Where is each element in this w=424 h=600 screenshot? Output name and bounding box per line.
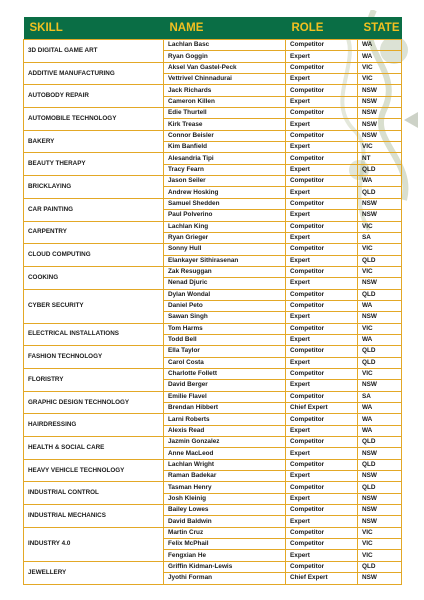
state-cell: WA (358, 40, 402, 51)
role-cell: Expert (286, 448, 358, 459)
state-cell: QLD (358, 346, 402, 357)
role-cell: Expert (286, 425, 358, 436)
table-row (24, 40, 402, 51)
table-row (24, 108, 402, 119)
table-row (24, 130, 402, 141)
role-cell: Competitor (286, 176, 358, 187)
name-cell: Kirk Trease (164, 119, 286, 130)
state-cell: QLD (358, 357, 402, 368)
name-cell: David Baldwin (164, 516, 286, 527)
table-row (24, 561, 402, 572)
state-cell: NSW (358, 573, 402, 584)
name-cell: Griffin Kidman-Lewis (164, 561, 286, 572)
name-cell: Raman Badekar (164, 471, 286, 482)
skill-cell: FLORISTRY (24, 368, 164, 391)
state-cell: NSW (358, 130, 402, 141)
role-cell: Competitor (286, 130, 358, 141)
state-cell: VIC (358, 368, 402, 379)
name-cell: Josh Kleinig (164, 493, 286, 504)
role-cell: Chief Expert (286, 573, 358, 584)
state-cell: NT (358, 153, 402, 164)
state-cell: WA (358, 403, 402, 414)
name-cell: Vettrivel Chinnadurai (164, 74, 286, 85)
name-cell: Paul Polverino (164, 210, 286, 221)
role-cell: Expert (286, 119, 358, 130)
role-cell: Competitor (286, 153, 358, 164)
state-cell: VIC (358, 550, 402, 561)
role-cell: Expert (286, 493, 358, 504)
name-cell: Kim Banfield (164, 142, 286, 153)
role-cell: Competitor (286, 459, 358, 470)
name-cell: Todd Bell (164, 334, 286, 345)
role-cell: Chief Expert (286, 403, 358, 414)
state-cell: VIC (358, 527, 402, 538)
state-cell: NSW (358, 85, 402, 96)
name-cell: Ryan Goggin (164, 51, 286, 62)
role-cell: Expert (286, 471, 358, 482)
role-cell: Competitor (286, 368, 358, 379)
state-cell: VIC (358, 74, 402, 85)
table-row (24, 85, 402, 96)
state-cell: VIC (358, 244, 402, 255)
role-cell: Expert (286, 142, 358, 153)
name-cell: Emilie Flavel (164, 391, 286, 402)
role-cell: Expert (286, 210, 358, 221)
skill-cell: JEWELLERY (24, 561, 164, 584)
table-row (24, 289, 402, 300)
name-cell: Larni Roberts (164, 414, 286, 425)
skill-cell: BEAUTY THERAPY (24, 153, 164, 176)
name-cell: Samuel Shedden (164, 198, 286, 209)
role-cell: Competitor (286, 62, 358, 73)
skill-cell: COOKING (24, 266, 164, 289)
table-row (24, 244, 402, 255)
table-row (24, 368, 402, 379)
state-cell: WA (358, 414, 402, 425)
role-cell: Competitor (286, 40, 358, 51)
role-cell: Expert (286, 74, 358, 85)
name-cell: Andrew Hosking (164, 187, 286, 198)
name-cell: Nenad Djuric (164, 278, 286, 289)
state-cell: NSW (358, 96, 402, 107)
name-cell: Sonny Hull (164, 244, 286, 255)
state-cell: NSW (358, 516, 402, 527)
name-cell: Jack Richards (164, 85, 286, 96)
skill-cell: ELECTRICAL INSTALLATIONS (24, 323, 164, 346)
table-row (24, 62, 402, 73)
table-row (24, 221, 402, 232)
name-cell: Dylan Wondal (164, 289, 286, 300)
table-row (24, 391, 402, 402)
header-role: ROLE (286, 17, 358, 40)
role-cell: Expert (286, 516, 358, 527)
state-cell: VIC (358, 142, 402, 153)
state-cell: QLD (358, 437, 402, 448)
skill-cell: AUTOMOBILE TECHNOLOGY (24, 108, 164, 131)
skill-cell: CAR PAINTING (24, 198, 164, 221)
name-cell: Sawan Singh (164, 312, 286, 323)
name-cell: David Berger (164, 380, 286, 391)
role-cell: Competitor (286, 561, 358, 572)
state-cell: WA (358, 176, 402, 187)
role-cell: Competitor (286, 221, 358, 232)
name-cell: Lachlan Basc (164, 40, 286, 51)
state-cell: NSW (358, 278, 402, 289)
name-cell: Elankayer Sithirasenan (164, 255, 286, 266)
name-cell: Alesandria Tipi (164, 153, 286, 164)
role-cell: Expert (286, 334, 358, 345)
name-cell: Lachlan King (164, 221, 286, 232)
role-cell: Competitor (286, 539, 358, 550)
state-cell: VIC (358, 539, 402, 550)
header-state: STATE (358, 17, 402, 40)
state-cell: QLD (358, 482, 402, 493)
role-cell: Competitor (286, 244, 358, 255)
table-row (24, 414, 402, 425)
header-row (24, 17, 402, 40)
skill-cell: INDUSTRIAL CONTROL (24, 482, 164, 505)
table-row (24, 459, 402, 470)
state-cell: VIC (358, 323, 402, 334)
state-cell: NSW (358, 312, 402, 323)
name-cell: Daniel Peto (164, 300, 286, 311)
name-cell: Felix McPhail (164, 539, 286, 550)
skill-cell: ADDITIVE MANUFACTURING (24, 62, 164, 85)
role-cell: Competitor (286, 300, 358, 311)
role-cell: Competitor (286, 289, 358, 300)
state-cell: SA (358, 391, 402, 402)
name-cell: Tom Harms (164, 323, 286, 334)
name-cell: Alexis Read (164, 425, 286, 436)
skill-cell: BAKERY (24, 130, 164, 153)
state-cell: SA (358, 232, 402, 243)
name-cell: Anne MacLeod (164, 448, 286, 459)
role-cell: Competitor (286, 266, 358, 277)
table-row (24, 323, 402, 334)
state-cell: NSW (358, 119, 402, 130)
skill-cell: AUTOBODY REPAIR (24, 85, 164, 108)
role-cell: Competitor (286, 414, 358, 425)
name-cell: Tasman Henry (164, 482, 286, 493)
skill-cell: GRAPHIC DESIGN TECHNOLOGY (24, 391, 164, 414)
name-cell: Jason Seiler (164, 176, 286, 187)
role-cell: Expert (286, 357, 358, 368)
role-cell: Expert (286, 187, 358, 198)
state-cell: NSW (358, 198, 402, 209)
state-cell: WA (358, 300, 402, 311)
name-cell: Brendan Hibbert (164, 403, 286, 414)
role-cell: Expert (286, 164, 358, 175)
table-row (24, 505, 402, 516)
role-cell: Competitor (286, 437, 358, 448)
skill-cell: HAIRDRESSING (24, 414, 164, 437)
state-cell: NSW (358, 505, 402, 516)
state-cell: QLD (358, 561, 402, 572)
role-cell: Expert (286, 380, 358, 391)
role-cell: Expert (286, 96, 358, 107)
skill-cell: 3D DIGITAL GAME ART (24, 40, 164, 63)
role-cell: Competitor (286, 198, 358, 209)
table-row (24, 198, 402, 209)
role-cell: Expert (286, 278, 358, 289)
skill-cell: HEAVY VEHICLE TECHNOLOGY (24, 459, 164, 482)
role-cell: Expert (286, 312, 358, 323)
state-cell: NSW (358, 380, 402, 391)
name-cell: Martin Cruz (164, 527, 286, 538)
name-cell: Tracy Fearn (164, 164, 286, 175)
table-row (24, 346, 402, 357)
state-cell: VIC (358, 266, 402, 277)
table-row (24, 266, 402, 277)
name-cell: Jazmin Gonzalez (164, 437, 286, 448)
state-cell: QLD (358, 459, 402, 470)
state-cell: WA (358, 334, 402, 345)
role-cell: Expert (286, 51, 358, 62)
state-cell: NSW (358, 448, 402, 459)
state-cell: QLD (358, 255, 402, 266)
skill-cell: HEALTH & SOCIAL CARE (24, 437, 164, 460)
skill-cell: INDUSTRIAL MECHANICS (24, 505, 164, 528)
state-cell: NSW (358, 493, 402, 504)
name-cell: Ella Taylor (164, 346, 286, 357)
role-cell: Competitor (286, 323, 358, 334)
name-cell: Aksel Van Gastel-Peck (164, 62, 286, 73)
name-cell: Zak Resuggan (164, 266, 286, 277)
table-row (24, 527, 402, 538)
role-cell: Expert (286, 550, 358, 561)
skill-cell: CARPENTRY (24, 221, 164, 244)
role-cell: Competitor (286, 346, 358, 357)
name-cell: Connor Beisler (164, 130, 286, 141)
name-cell: Ryan Grieger (164, 232, 286, 243)
name-cell: Fengxian He (164, 550, 286, 561)
name-cell: Lachlan Wright (164, 459, 286, 470)
state-cell: NSW (358, 471, 402, 482)
role-cell: Competitor (286, 108, 358, 119)
role-cell: Competitor (286, 85, 358, 96)
role-cell: Expert (286, 232, 358, 243)
state-cell: WA (358, 425, 402, 436)
name-cell: Edie Thurtell (164, 108, 286, 119)
state-cell: NSW (358, 210, 402, 221)
role-cell: Competitor (286, 482, 358, 493)
skill-cell: CLOUD COMPUTING (24, 244, 164, 267)
header-skill: SKILL (24, 17, 164, 40)
state-cell: VIC (358, 221, 402, 232)
role-cell: Competitor (286, 391, 358, 402)
state-cell: VIC (358, 62, 402, 73)
skills-table (23, 17, 402, 585)
table-row (24, 437, 402, 448)
table-row (24, 153, 402, 164)
table-body (24, 40, 402, 585)
name-cell: Cameron Killen (164, 96, 286, 107)
role-cell: Expert (286, 255, 358, 266)
table-row (24, 176, 402, 187)
skill-cell: INDUSTRY 4.0 (24, 527, 164, 561)
name-cell: Charlotte Follett (164, 368, 286, 379)
name-cell: Carol Costa (164, 357, 286, 368)
header-name: NAME (164, 17, 286, 40)
state-cell: QLD (358, 164, 402, 175)
state-cell: QLD (358, 289, 402, 300)
skill-cell: FASHION TECHNOLOGY (24, 346, 164, 369)
skill-cell: CYBER SECURITY (24, 289, 164, 323)
name-cell: Jyothi Forman (164, 573, 286, 584)
state-cell: WA (358, 51, 402, 62)
role-cell: Competitor (286, 505, 358, 516)
name-cell: Bailey Lowes (164, 505, 286, 516)
state-cell: NSW (358, 108, 402, 119)
table-row (24, 482, 402, 493)
role-cell: Competitor (286, 527, 358, 538)
skill-cell: BRICKLAYING (24, 176, 164, 199)
state-cell: QLD (358, 187, 402, 198)
